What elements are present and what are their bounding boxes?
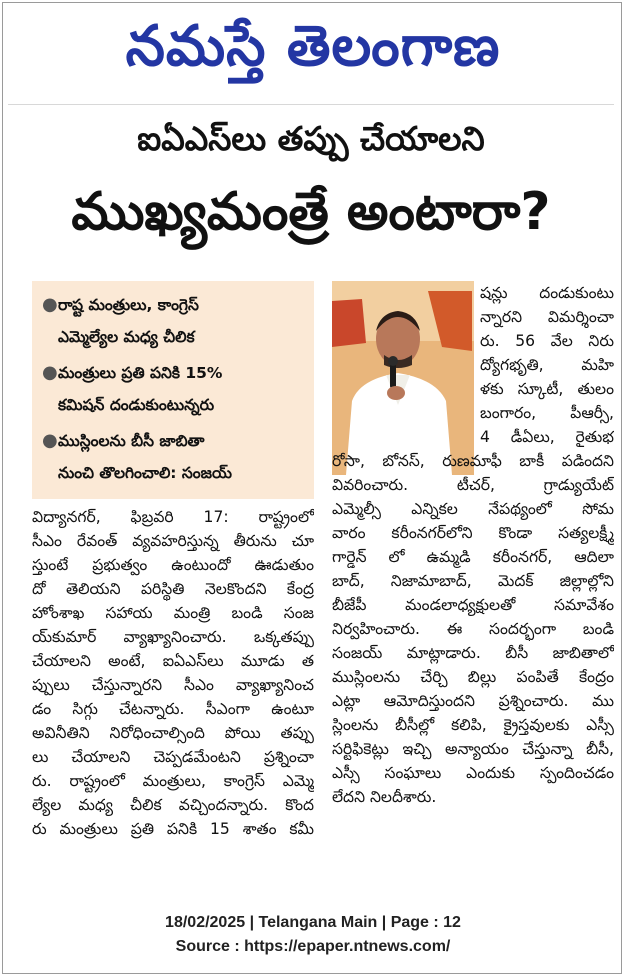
article-line: ముస్లింలను చేర్చి బిల్లు పంపితే కేంద్రం (332, 668, 614, 686)
article-line: సంజయ్ మాట్లాడారు. బీసీ జాబితాలో (332, 644, 614, 662)
article-line: లు చేయాలని చెప్పడమేంటని ప్రశ్నించా (32, 748, 314, 766)
article-line: దో తెలియని పరిస్థితి నెలకొందని కేంద్ర (32, 580, 314, 598)
article-right-column (332, 281, 614, 809)
article-line: ద్యోగభృతి, మహి (480, 356, 614, 374)
article-line: రు. 56 వేల నిరు (480, 332, 614, 350)
article-line: బాద్, నిజామాబాద్, మెదక్ జిల్లాల్లోని (332, 572, 614, 590)
article-headline: ముఖ్యమంత్రే అంటారా? (71, 182, 551, 242)
article-kicker: ఐఏఎస్‌లు తప్పు చేయాలని (137, 119, 485, 158)
article-line: ళకు స్కూటీ, తులం (480, 380, 614, 398)
article-line: న్నారని విమర్శించా (480, 308, 614, 326)
article-line: రోసా, బోనస్, రుణమాఫీ బాకీ పడిందని (332, 452, 614, 470)
bullet-icon: ● (42, 294, 58, 315)
highlight-item (42, 289, 304, 353)
article-line: స్తుంటే ప్రభుత్వం ఉంటుందో ఊడుతుం (32, 556, 314, 574)
highlight-text: రాష్ట మంత్రులు, కాంగ్రెస్ ఎమ్మెల్యేల మధ్య చీలిక (58, 296, 199, 346)
article-line: డం సిగ్గు చేటన్నారు. సీఎంగా ఉంటూ (32, 700, 314, 718)
article-line: చేయాలని అంటే, ఐఏఎస్‌లు మూడు త (32, 652, 314, 670)
highlight-item (42, 357, 304, 421)
article-line: బంగారం, పీఆర్సీ, (480, 404, 614, 422)
article-line: ల్యేల మధ్య చీలిక వచ్చిందన్నారు. కొంద (32, 796, 314, 814)
article-line: గార్డెన్ లో ఉమ్మడి కరీంనగర్, ఆదిలా (332, 548, 614, 566)
article-line: లేదని నిలదీశారు. (332, 788, 437, 806)
article-line: షన్లు దండుకుంటు (480, 284, 614, 302)
article-line: స్లింలను బీసీల్లో కలిపి, క్రైస్తవులకు ఎస్సీ (332, 716, 614, 734)
highlight-text: మంత్రులు ప్రతి పనికి 15% కమిషన్ దండుకుంటున్నరు (58, 364, 223, 414)
article-line: బీజేపీ మండలాధ్యక్షులతో సమావేశం (332, 596, 614, 614)
article-line: ఎట్లా ఆమోదిస్తుందని ప్రశ్నించారు. ము (332, 692, 614, 710)
article-clipping (8, 104, 614, 887)
article-line: య్‌కుమార్ వ్యాఖ్యానించారు. ఒక్కతప్పు (32, 628, 314, 646)
article-line: హోంశాఖ సహాయ మంత్రి బండి సంజ (32, 604, 314, 622)
article-line: అవినీతిని నిరోధించాల్సింది పోయి తప్పు (32, 724, 314, 742)
article-line: సర్టిఫికెట్లు ఇచ్చి అన్యాయం చేస్తున్నా బీసీ, (332, 740, 614, 758)
article-right-beside-photo (332, 281, 614, 449)
masthead (0, 8, 626, 86)
article-line: సీఎం రేవంత్ వ్యవహరిస్తున్న తీరును చూ (32, 532, 314, 550)
article-line: రు. రాష్ట్రంలో మంత్రులు, కాంగ్రెస్ ఎమ్మె (32, 772, 314, 790)
article-line: విద్యానగర్, ఫిబ్రవరి 17: రాష్ట్రంలో (32, 508, 314, 526)
bullet-icon: ● (42, 430, 58, 451)
article-left-column (32, 505, 314, 841)
highlight-item (42, 425, 304, 489)
article-line: నిర్వహించారు. ఈ సందర్భంగా బండి (332, 620, 614, 638)
article-line: ఎమ్మెల్సీ ఎన్నికల నేపథ్యంలో సోమ (332, 500, 614, 518)
article-line: వివరించారు. టీచర్, గ్రాడ్యుయేట్ (332, 476, 614, 494)
highlights-box (32, 281, 314, 499)
highlight-text: ముస్లింలను బీసీ జాబితా నుంచి తొలగించాలి: సంజయ్ (58, 432, 232, 482)
source-link[interactable]: Source : https://epaper.ntnews.com/ (175, 938, 451, 955)
article-line: 4 డీఏలు, రైతుభ (480, 428, 614, 446)
article-line: వారం కరీంనగర్‌లోని కొండా సత్యలక్ష్మీ (332, 524, 614, 542)
article-line: ఎస్సీ సంఘాలు ఎందుకు స్పందించడం (332, 764, 614, 782)
article-line: ప్పులు చేస్తున్నారని సీఎం వ్యాఖ్యానించ (32, 676, 314, 694)
edition-info: 18/02/2025 | Telangana Main | Page : 12 (165, 914, 461, 931)
article-line: రు మంత్రులు ప్రతి పనికి 15 శాతం కమీ (32, 820, 314, 838)
newspaper-title: నమస్తే తెలంగాణ (125, 14, 501, 79)
bullet-icon: ● (42, 362, 58, 383)
